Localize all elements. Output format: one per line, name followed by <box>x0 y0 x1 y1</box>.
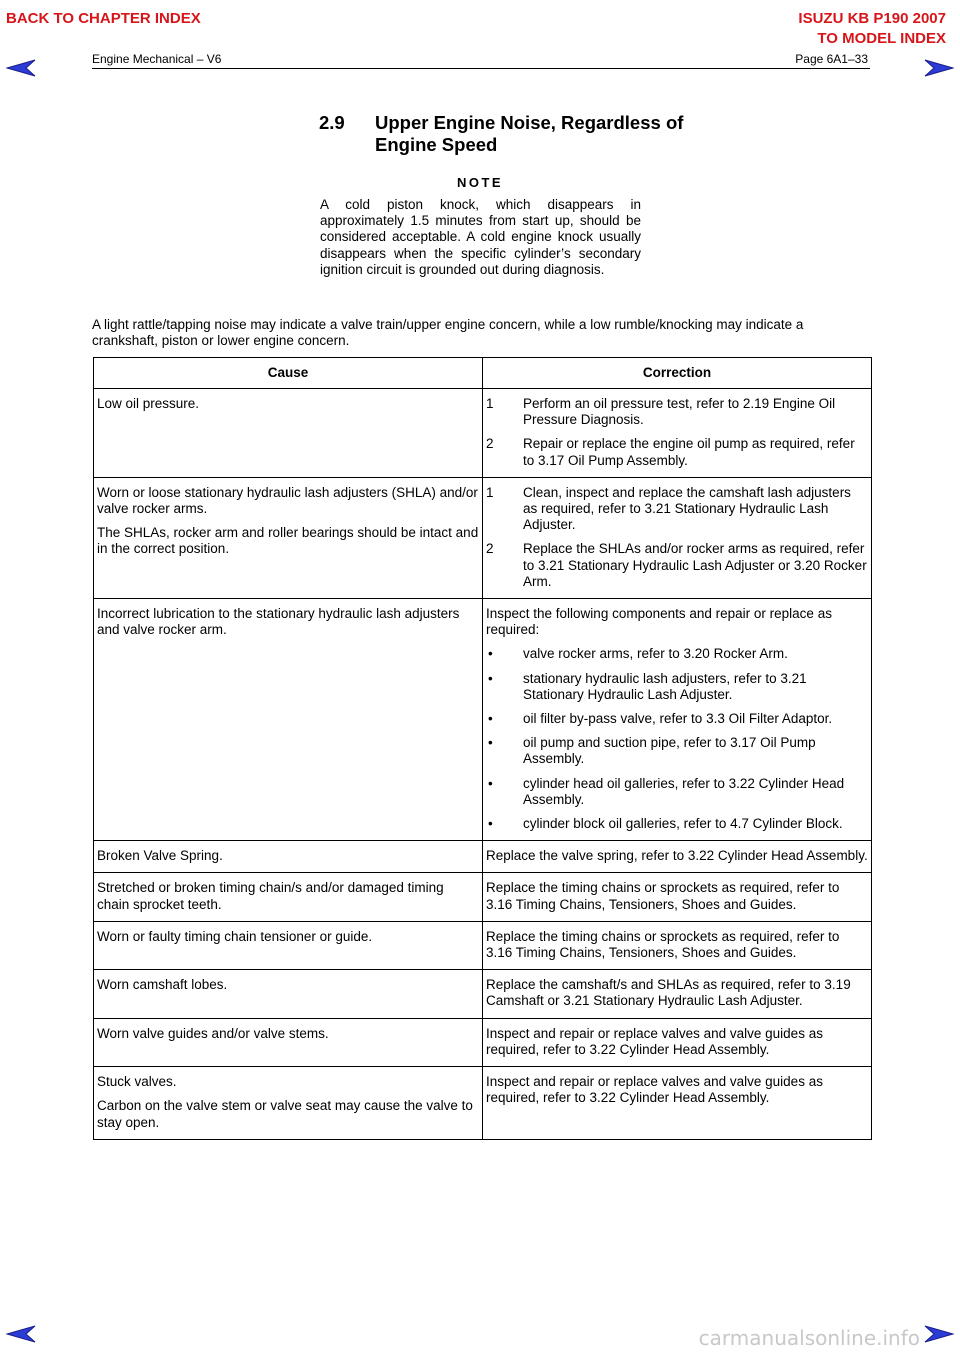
correction-cell <box>483 841 872 873</box>
correction-text: Inspect and repair or replace valves and valve guides as required, refer to 3.22 Cylinder Head Assembly. <box>486 1074 823 1106</box>
table-row <box>94 970 872 1018</box>
cause-text: Worn or faulty timing chain tensioner or guide. <box>97 928 373 944</box>
step-text: Replace the SHLAs and/or rocker arms as required, refer to 3.21 Stationary Hydraulic Lash Adjuster or 3.20 Rocker Arm. <box>523 541 867 589</box>
bullet-icon: • <box>488 816 493 832</box>
bullet-icon: • <box>488 711 493 727</box>
cause-text: Incorrect lubrication to the stationary hydraulic lash adjusters and valve rocker arm. <box>97 606 460 638</box>
bullet-text: valve rocker arms, refer to 3.20 Rocker Arm. <box>523 646 788 662</box>
bullet-icon: • <box>488 775 493 791</box>
next-page-bottom-arrow-icon[interactable] <box>924 1324 954 1344</box>
cause-cell <box>94 1018 483 1066</box>
table-row <box>94 599 872 841</box>
correction-text: Replace the camshaft/s and SHLAs as required, refer to 3.19 Camshaft or 3.21 Stationary Hydraulic Lash Adjuster. <box>486 977 851 1009</box>
cause-text: Low oil pressure. <box>97 396 200 411</box>
numbered-step <box>486 436 868 468</box>
table-header-row <box>94 358 872 389</box>
table-row <box>94 1018 872 1066</box>
model-title-link[interactable]: ISUZU KB P190 2007 <box>798 10 946 27</box>
bullet-item <box>486 776 868 808</box>
correction-text: Replace the timing chains or sprockets as required, refer to 3.16 Timing Chains, Tensioners, Shoes and Guides. <box>486 928 840 961</box>
correction-cell <box>483 970 872 1018</box>
note-text: A cold piston knock, which disappears in approximately 1.5 minutes from start up, should be considered acceptable. A cold engine knock usually disappears when the specific cylinder’s secondary ignition circuit is grounded out during diagnosis. <box>320 197 641 277</box>
correction-cell <box>483 599 872 841</box>
cause-cell <box>94 970 483 1018</box>
cause-text: Stuck valves. <box>97 1074 177 1090</box>
correction-text: Replace the timing chains or sprockets as required, refer to 3.16 Timing Chains, Tensioners, Shoes and Guides. <box>486 880 840 912</box>
cause-cell <box>94 389 483 478</box>
correction-cell <box>483 389 872 478</box>
cause-text: Stretched or broken timing chain/s and/or damaged timing chain sprocket teeth. <box>97 880 444 912</box>
cause-cell <box>94 599 483 841</box>
cause-cell <box>94 477 483 598</box>
cause-cell <box>94 1067 483 1140</box>
previous-page-arrow-icon[interactable] <box>6 58 36 78</box>
cause-column-header: Cause <box>94 358 483 389</box>
step-number: 2 <box>486 436 494 452</box>
bullet-text: cylinder head oil galleries, refer to 3.22 Cylinder Head Assembly. <box>523 775 845 807</box>
correction-intro: Inspect the following components and repair or replace as required: <box>486 606 832 638</box>
correction-column-header: Correction <box>483 358 872 389</box>
model-index-link[interactable]: TO MODEL INDEX <box>817 30 946 47</box>
cause-cell <box>94 841 483 873</box>
correction-cell <box>483 921 872 969</box>
bullet-item <box>486 816 868 832</box>
page-header-section: Engine Mechanical – V6 <box>92 52 222 66</box>
cause-text: The SHLAs, rocker arm and roller bearings should be intact and in the correct position. <box>97 525 479 557</box>
watermark: carmanualsonline.info <box>698 1326 920 1350</box>
bullet-icon: • <box>488 670 493 686</box>
table-row <box>94 841 872 873</box>
numbered-step <box>486 485 868 534</box>
step-text: Perform an oil pressure test, refer to 2.19 Engine Oil Pressure Diagnosis. <box>523 396 836 428</box>
bullet-icon: • <box>488 735 493 751</box>
step-text: Repair or replace the engine oil pump as required, refer to 3.17 Oil Pump Assembly. <box>523 436 855 468</box>
table-row <box>94 921 872 969</box>
cause-cell <box>94 873 483 921</box>
back-to-chapter-index-link[interactable]: BACK TO CHAPTER INDEX <box>6 10 201 27</box>
bullet-text: oil filter by-pass valve, refer to 3.3 Oil Filter Adaptor. <box>523 711 833 727</box>
step-text: Clean, inspect and replace the camshaft lash adjusters as required, refer to 3.21 Stationary Hydraulic Lash Adjuster. <box>523 484 851 533</box>
step-number: 1 <box>486 396 494 411</box>
cause-text: Worn or loose stationary hydraulic lash adjusters (SHLA) and/or valve rocker arms. <box>97 484 478 517</box>
bullet-item <box>486 646 868 662</box>
section-title: Upper Engine Noise, Regardless of Engine Speed <box>375 112 684 155</box>
bullet-item <box>486 711 868 727</box>
bullet-text: cylinder block oil galleries, refer to 4.7 Cylinder Block. <box>523 816 843 832</box>
section-number: 2.9 <box>319 112 345 133</box>
bullet-item <box>486 671 868 703</box>
correction-text: Replace the valve spring, refer to 3.22 Cylinder Head Assembly. <box>486 848 868 864</box>
table-body <box>94 389 872 1140</box>
step-number: 1 <box>486 484 494 500</box>
note-label: NOTE <box>456 175 504 190</box>
intro-paragraph: A light rattle/tapping noise may indicate a valve train/upper engine concern, while a low rumble/knocking may indicate a crankshaft, piston or lower engine concern. <box>92 317 804 349</box>
cause-text: Carbon on the valve stem or valve seat may cause the valve to stay open. <box>97 1098 473 1130</box>
table-row <box>94 873 872 921</box>
header-divider <box>92 68 870 69</box>
correction-text: Inspect and repair or replace valves and valve guides as required, refer to 3.22 Cylinder Head Assembly. <box>486 1025 823 1057</box>
bullet-item <box>486 735 868 767</box>
bullet-icon: • <box>488 646 493 662</box>
correction-cell <box>483 873 872 921</box>
table-row <box>94 477 872 598</box>
cause-cell <box>94 921 483 969</box>
page-number: Page 6A1–33 <box>795 52 868 66</box>
step-number: 2 <box>486 541 494 557</box>
bullet-text: stationary hydraulic lash adjusters, refer to 3.21 Stationary Hydraulic Lash Adjuster. <box>523 670 807 702</box>
correction-cell <box>483 477 872 598</box>
correction-cell <box>483 1018 872 1066</box>
cause-text: Broken Valve Spring. <box>97 848 223 864</box>
cause-text: Worn valve guides and/or valve stems. <box>97 1025 329 1041</box>
correction-cell <box>483 1067 872 1140</box>
bullet-text: oil pump and suction pipe, refer to 3.17 Oil Pump Assembly. <box>523 735 816 767</box>
next-page-arrow-icon[interactable] <box>924 58 954 78</box>
numbered-step <box>486 396 868 428</box>
cause-text: Worn camshaft lobes. <box>97 977 228 993</box>
table-row <box>94 389 872 478</box>
previous-page-bottom-arrow-icon[interactable] <box>6 1324 36 1344</box>
table-row <box>94 1067 872 1140</box>
numbered-step <box>486 541 868 590</box>
diagnosis-table <box>93 357 872 1140</box>
